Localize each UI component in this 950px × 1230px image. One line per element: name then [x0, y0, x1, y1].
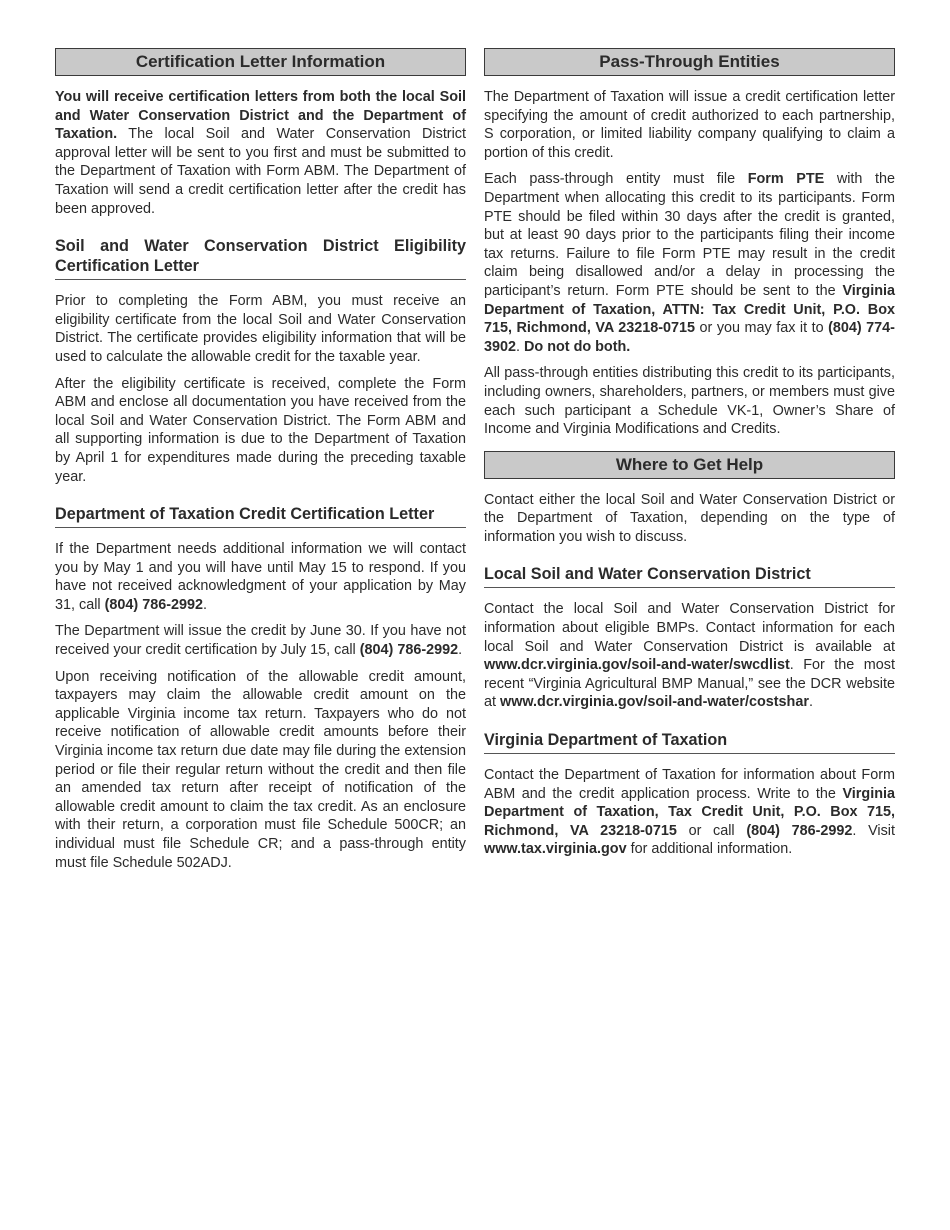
- local-text-b: . For the most recent “Virginia Agricultural BMP Manual,” see the DCR website at: [484, 657, 895, 711]
- pte-p2-text-d: .: [516, 338, 525, 355]
- pte-p2-text-b: with the Department when allocating this credit to its participants. Form PTE should be filed within 30 days after the credit is granted, but at least 90 days prior to the participants filing their income tax returns. Failure to file Form PTE may result in the credit claim being disallowed and/or a delay in processing the participant’s return. Form PTE should be sent to the: [484, 171, 895, 299]
- vdt-text-b: or call: [676, 822, 747, 839]
- dept-paragraph-2-text: The Department will issue the credit by June 30. If you have not received your credit certification by July 15, call: [55, 623, 466, 659]
- eligibility-paragraph-1: Prior to completing the Form ABM, you must receive an eligibility certificate from the local Soil and Water Conservation District. The certificate provides eligibility information that will be used to calculate the allowable credit for the taxable year.: [55, 293, 466, 365]
- dept-paragraph-1-end: .: [203, 596, 208, 613]
- local-text-a: Contact the local Soil and Water Conservation District for information about eligible BMPs. Contact information for each local Soil and Water Conservation District is available at: [484, 601, 895, 655]
- intro-paragraph: [55, 88, 466, 218]
- tax-website-url: www.tax.virginia.gov: [484, 841, 627, 858]
- vdt-phone: (804) 786-2992: [746, 822, 853, 839]
- pte-paragraph-2: [484, 170, 895, 356]
- pte-paragraph-1: The Department of Taxation will issue a credit certification letter specifying the amount of credit authorized to each partnership, S corporation, or limited liability company qualifying to claim a portion of this credit.: [484, 89, 895, 161]
- pte-p2-text-c: or you may fax it to: [695, 320, 829, 337]
- vdt-heading: Virginia Department of Taxation: [484, 730, 895, 754]
- local-swcd-paragraph: [484, 600, 895, 712]
- vdt-text-a: Contact the Department of Taxation for information about Form ABM and the credit application process. Write to the: [484, 767, 895, 802]
- section-banner-certification-letter-information: Certification Letter Information: [55, 48, 466, 76]
- help-paragraph: Contact either the local Soil and Water Conservation District or the Department of Taxation, depending on the type of information you wish to discuss.: [484, 491, 895, 545]
- section-banner-pass-through-entities: Pass-Through Entities: [484, 48, 895, 76]
- vdt-text-d: for additional information.: [626, 841, 793, 858]
- right-column: [484, 48, 895, 867]
- intro-text: The local Soil and Water Conservation District approval letter will be sent to you first and must be submitted to the Department of Taxation with Form ABM. The Department of Taxation will send a credit certification letter after the credit has been approved.: [55, 126, 466, 217]
- section-banner-where-to-get-help: Where to Get Help: [484, 451, 895, 479]
- pte-p2-text-a: Each pass-through entity must file: [484, 171, 748, 188]
- pte-warning: Do not do both.: [524, 338, 631, 355]
- local-swcd-heading: Local Soil and Water Conservation District: [484, 564, 895, 588]
- dept-paragraph-2-end: .: [458, 642, 463, 659]
- dept-phone-1: (804) 786-2992: [104, 596, 204, 613]
- dept-paragraph-1: [55, 540, 466, 614]
- dept-paragraph-1-text: If the Department needs additional information we will contact you by May 1 and you will have until May 15 to respond. If you have not received acknowledgment of your application by May 31, call: [55, 541, 466, 613]
- dept-paragraph-2: [55, 622, 466, 659]
- pte-paragraph-3: All pass-through entities distributing this credit to its participants, including owners, shareholders, partners, or members must give each such participant a Schedule VK-1, Owner’s Share of Income and Virginia Modifications and Credits.: [484, 365, 895, 438]
- pte-form-name: Form PTE: [747, 171, 825, 188]
- vdt-address: Virginia Department of Taxation, Tax Credit Unit, P.O. Box 715, Richmond, VA 23218-0715: [484, 785, 895, 839]
- eligibility-heading: Soil and Water Conservation District Eligibility Certification Letter: [55, 236, 466, 280]
- costshare-url: www.dcr.virginia.gov/soil-and-water/costshar: [500, 694, 809, 711]
- pte-fax-number: (804) 774-3902: [484, 320, 895, 355]
- local-text-c: .: [808, 694, 813, 711]
- vdt-paragraph: [484, 766, 895, 859]
- pte-mailing-address: Virginia Department of Taxation, ATTN: Tax Credit Unit, P.O. Box 715, Richmond, VA 23218-0715: [484, 282, 895, 337]
- vdt-text-c: . Visit: [852, 822, 895, 839]
- eligibility-paragraph-2: After the eligibility certificate is received, complete the Form ABM and enclose all documentation you have received from the local Soil and Water Conservation District. The Form ABM and all supporting information is due to the Department of Taxation by April 1 for expenditures made during the preceding taxable year.: [55, 375, 466, 485]
- left-column: [55, 48, 466, 880]
- dept-credit-heading: Department of Taxation Credit Certification Letter: [55, 504, 466, 528]
- intro-bold-text: You will receive certification letters from both the local Soil and Water Conservation District and the Department of Taxation.: [55, 89, 466, 143]
- dept-phone-2: (804) 786-2992: [359, 642, 459, 659]
- swcd-list-url: www.dcr.virginia.gov/soil-and-water/swcdlist: [484, 657, 790, 674]
- dept-paragraph-3: Upon receiving notification of the allowable credit amount, taxpayers may claim the allowable credit amount on the applicable Virginia income tax return. Taxpayers who do not receive notification of allowable credit amounts before their Virginia income tax return due date may file during the extension period or file their regular return without the credit and then file an amended tax return after receipt of notification of the allowable credit amount to claim the tax credit. As an enclosure with their return, a corporation must file Schedule 500CR; an individual must file Schedule CR; and a pass-through entity must file Schedule 502ADJ.: [55, 668, 466, 871]
